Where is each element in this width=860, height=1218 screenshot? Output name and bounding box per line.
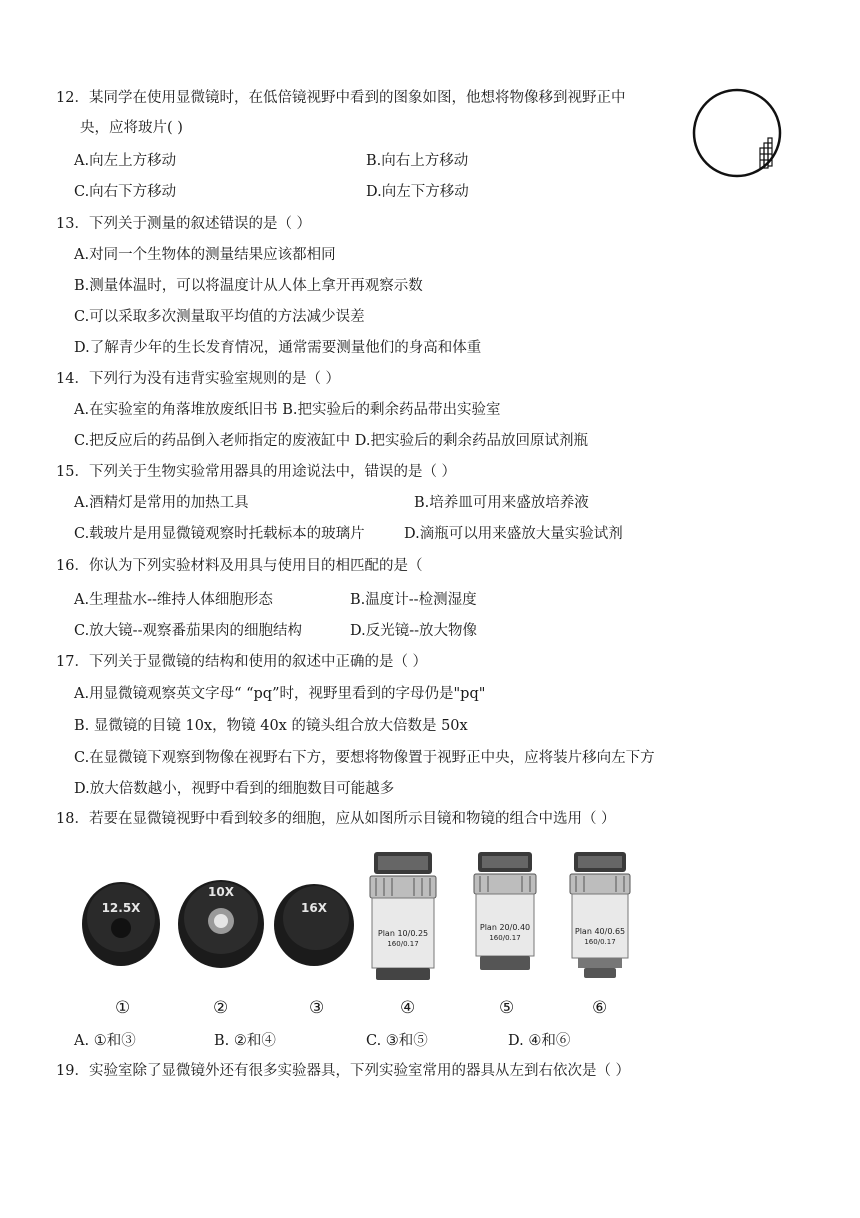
q13-option-d: D.了解青少年的生长发育情况，通常需要测量他们的身高和体重 [74,340,482,356]
caption-4: ④ [400,998,416,1018]
objective-2-sublabel: 160/0.17 [489,934,521,942]
q17-stem: 17．下列关于显微镜的结构和使用的叙述中正确的是（ ） [56,654,428,670]
q18-option-c: C. ③和⑤ [366,1033,428,1049]
q19-stem: 19．实验室除了显微镜外还有很多实验器具，下列实验室常用的器具从左到右依次是（ ） [56,1063,631,1079]
q16-option-d: D.反光镜--放大物像 [350,623,478,639]
caption-2: ② [213,998,229,1018]
caption-6: ⑥ [592,998,608,1018]
q12-stem-line2: 央，应将玻片( ) [80,120,183,136]
objective-2-image [470,848,540,978]
objective-2-label: Plan 20/0.40 [479,923,531,932]
objective-3-label: Plan 40/0.65 [574,927,626,936]
q18-option-d: D. ④和⑥ [508,1033,571,1049]
eyepiece-1-image [80,878,162,968]
objective-1-image [366,848,440,984]
eyepiece-2-label: 10X [208,885,234,899]
q12-stem-line1: 12．某同学在使用显微镜时，在低倍镜视野中看到的图象如图，他想将物像移到视野正中 [56,90,626,106]
objective-3-sublabel: 160/0.17 [584,938,616,946]
q14-stem: 14．下列行为没有违背实验室规则的是（ ） [56,371,341,387]
q16-option-c: C.放大镜--观察番茄果肉的细胞结构 [74,623,302,639]
q16-stem: 16．你认为下列实验材料及用具与使用目的相匹配的是（ [56,558,423,574]
q18-stem: 18．若要在显微镜视野中看到较多的细胞，应从如图所示目镜和物镜的组合中选用（ ） [56,811,616,827]
q13-stem: 13．下列关于测量的叙述错误的是（ ） [56,216,312,232]
caption-1: ① [115,998,131,1018]
eyepiece-3-image [272,880,356,968]
q12-option-a: A.向左上方移动 [74,153,177,169]
q14-option-ab: A.在实验室的角落堆放废纸旧书 B.把实验后的剩余药品带出实验室 [74,402,501,418]
objective-1-label: Plan 10/0.25 [377,929,429,938]
q18-option-a: A. ①和③ [74,1033,136,1049]
q14-option-cd: C.把反应后的药品倒入老师指定的废液缸中 D.把实验后的剩余药品放回原试剂瓶 [74,433,589,449]
eyepiece-2-image [176,874,266,970]
q17-option-b: B. 显微镜的目镜 10x，物镜 40x 的镜头组合放大倍数是 50x [74,718,468,734]
q16-option-b: B.温度计--检测湿度 [350,592,477,608]
q17-option-a: A.用显微镜观察英文字母“ “pq”时，视野里看到的字母仍是"pq" [74,686,486,702]
microscope-field-figure [692,88,782,178]
caption-3: ③ [309,998,325,1018]
q13-option-a: A.对同一个生物体的测量结果应该都相同 [74,247,336,263]
q13-option-c: C.可以采取多次测量取平均值的方法减少误差 [74,309,365,325]
q17-option-c: C.在显微镜下观察到物像在视野右下方，要想将物像置于视野正中央，应将装片移向左下方 [74,750,655,766]
eyepiece-3-label: 16X [301,901,327,915]
q12-option-b: B.向右上方移动 [366,153,469,169]
q16-option-a: A.生理盐水--维持人体细胞形态 [74,592,273,608]
caption-5: ⑤ [499,998,515,1018]
q13-option-b: B.测量体温时，可以将温度计从人体上拿开再观察示数 [74,278,423,294]
q15-option-a: A.酒精灯是常用的加热工具 [74,495,249,511]
q12-option-c: C.向右下方移动 [74,184,177,200]
eyepiece-1-label: 12.5X [101,901,141,915]
q12-option-d: D.向左下方移动 [366,184,469,200]
objective-1-sublabel: 160/0.17 [387,940,419,948]
objective-3-image [566,848,634,982]
q15-option-c: C.载玻片是用显微镜观察时托载标本的玻璃片 [74,526,365,542]
q18-option-b: B. ②和④ [214,1033,276,1049]
q17-option-d: D.放大倍数越小，视野中看到的细胞数目可能越多 [74,781,395,797]
q15-stem: 15．下列关于生物实验常用器具的用途说法中，错误的是（ ） [56,464,457,480]
q15-option-b: B.培养皿可用来盛放培养液 [414,495,589,511]
q15-option-d: D.滴瓶可以用来盛放大量实验试剂 [404,526,623,542]
